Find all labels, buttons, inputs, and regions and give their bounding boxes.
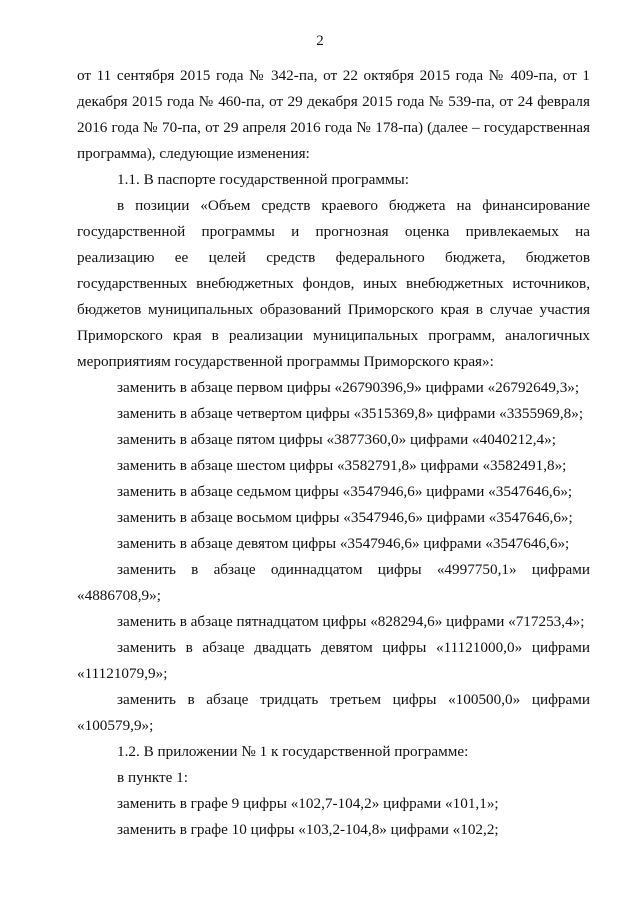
paragraph-amendment: заменить в графе 10 цифры «103,2-104,8» цифрами «102,2; — [117, 821, 499, 838]
paragraph-amendment: заменить в абзаце пятом цифры «3877360,0» цифрами «4040212,4»; — [117, 431, 556, 448]
page-number: 2 — [316, 33, 324, 49]
paragraph-amendment: заменить в графе 9 цифры «102,7-104,2» цифрами «101,1»; — [117, 795, 499, 812]
document-body — [77, 63, 590, 843]
paragraph-section-1-2: 1.2. В приложении № 1 к государственной программе: — [117, 743, 469, 760]
paragraph-amendment: заменить в абзаце девятом цифры «3547946,6» цифрами «3547646,6»; — [117, 535, 570, 552]
paragraph-position-description: в позиции «Объем средств краевого бюджета на финансирование государственной программы и прогнозная оценка привлекаемых на реализацию ее целей средств федерального бюджета, бюджетов государственных внебюджетных фондов, иных внебюджетных источников, бюджетов муниципальных образований Приморского края в случае участия Приморского края в реализации муниципальных программ, аналогичных мероприятиям государственной программы Приморского края»: — [77, 197, 590, 370]
paragraph-amendment: заменить в абзаце четвертом цифры «3515369,8» цифрами «3355969,8»; — [117, 405, 584, 422]
paragraph-intro-continuation: от 11 сентября 2015 года № 342-па, от 22 октября 2015 года № 409-па, от 1 декабря 2015 года № 460-па, от 29 декабря 2015 года № 539-па, от 24 февраля 2016 года № 70-па, от 29 апреля 2016 года № 178-па) (далее – государственная программа), следующие изменения: — [77, 67, 590, 162]
paragraph-amendment: заменить в абзаце восьмом цифры «3547946,6» цифрами «3547646,6»; — [117, 509, 573, 526]
paragraph-point-1: в пункте 1: — [117, 769, 188, 786]
paragraph-amendment: заменить в абзаце шестом цифры «3582791,8» цифрами «3582491,8»; — [117, 457, 567, 474]
paragraph-amendment: заменить в абзаце двадцать девятом цифры «11121000,0» цифрами «11121079,9»; — [77, 639, 590, 682]
paragraph-amendment: заменить в абзаце первом цифры «26790396,9» цифрами «26792649,3»; — [117, 379, 580, 396]
paragraph-amendment: заменить в абзаце тридцать третьем цифры «100500,0» цифрами «100579,9»; — [77, 691, 590, 734]
paragraph-amendment: заменить в абзаце пятнадцатом цифры «828294,6» цифрами «717253,4»; — [117, 613, 585, 630]
paragraph-amendment: заменить в абзаце одиннадцатом цифры «4997750,1» цифрами «4886708,9»; — [77, 561, 590, 604]
paragraph-amendment: заменить в абзаце седьмом цифры «3547946,6» цифрами «3547646,6»; — [117, 483, 573, 500]
paragraph-section-1-1: 1.1. В паспорте государственной программы: — [117, 171, 409, 188]
